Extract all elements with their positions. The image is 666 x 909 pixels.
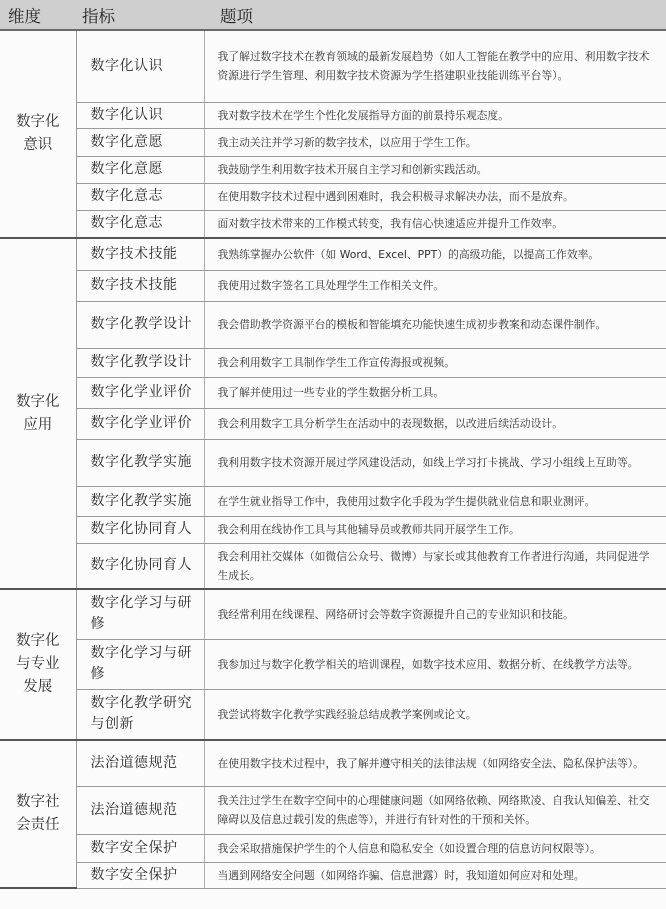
table-row [0, 862, 666, 888]
item-cell: 我利用数字技术资源开展过学风建设活动，如线上学习打卡挑战、学习小组线上互助等。 [204, 439, 666, 486]
indicator-cell: 数字化协同育人 [76, 516, 204, 543]
item-cell: 我尝试将数字化教学实践经验总结成教学案例或论文。 [204, 689, 666, 740]
table-row [0, 348, 666, 377]
indicator-cell: 法治道德规范 [76, 786, 204, 834]
table-row [0, 183, 666, 210]
item-cell: 面对数字技术带来的工作模式转变，我有信心快速适应并提升工作效率。 [204, 210, 666, 238]
item-cell: 我对数字技术在学生个性化发展指导方面的前景持乐观态度。 [204, 102, 666, 128]
table-row [0, 238, 666, 270]
table-row [0, 30, 666, 102]
table-row [0, 102, 666, 128]
table-row [0, 834, 666, 862]
item-cell: 我会采取措施保护学生的个人信息和隐私安全（如设置合理的信息访问权限等）。 [204, 834, 666, 862]
indicator-cell: 数字化认识 [76, 30, 204, 102]
item-cell: 我经常利用在线课程、网络研讨会等数字资源提升自己的专业知识和技能。 [204, 589, 666, 639]
table-row [0, 270, 666, 301]
header-dimension: 维度 [0, 0, 76, 30]
item-cell: 我会利用在线协作工具与其他辅导员或教师共同开展学生工作。 [204, 516, 666, 543]
indicator-cell: 数字化认识 [76, 102, 204, 128]
dimension-cell: 数字化应用 [0, 238, 76, 589]
indicator-cell: 数字化学习与研修 [76, 589, 204, 639]
dimension-cell: 数字化意识 [0, 30, 76, 238]
table-row [0, 210, 666, 238]
indicator-cell: 法治道德规范 [76, 740, 204, 786]
item-cell: 在学生就业指导工作中，我使用过数字化手段为学生提供就业信息和职业测评。 [204, 486, 666, 516]
table-row [0, 156, 666, 183]
dimension-cell: 数字化与专业发展 [0, 589, 76, 740]
item-cell: 我了解过数字技术在教育领域的最新发展趋势（如人工智能在教学中的应用、利用数字技术资源进行学生管理、利用数字技术资源为学生搭建职业技能训练平台等）。 [204, 30, 666, 102]
table-row [0, 543, 666, 589]
table-row [0, 486, 666, 516]
item-cell: 我主动关注并学习新的数字技术，以应用于学生工作。 [204, 128, 666, 156]
dimension-cell: 数字社会责任 [0, 740, 76, 888]
indicator-cell: 数字化教学实施 [76, 486, 204, 516]
item-cell: 我熟练掌握办公软件（如 Word、Excel、PPT）的高级功能，以提高工作效率。 [204, 238, 666, 270]
indicator-cell: 数字技术技能 [76, 270, 204, 301]
table-row [0, 377, 666, 408]
indicator-cell: 数字化学业评价 [76, 377, 204, 408]
indicator-cell: 数字化意愿 [76, 156, 204, 183]
indicator-cell: 数字化意志 [76, 210, 204, 238]
item-cell: 我鼓励学生利用数字技术开展自主学习和创新实践活动。 [204, 156, 666, 183]
table-row [0, 786, 666, 834]
item-cell: 当遇到网络安全问题（如网络诈骗、信息泄露）时，我知道如何应对和处理。 [204, 862, 666, 888]
item-cell: 我关注过学生在数字空间中的心理健康问题（如网络依赖、网络欺凌、自我认知偏差、社交障碍以及信息过载引发的焦虑等），并进行有针对性的干预和关怀。 [204, 786, 666, 834]
table-row [0, 408, 666, 439]
table-row [0, 439, 666, 486]
header-indicator: 指标 [76, 0, 204, 30]
indicator-cell: 数字安全保护 [76, 834, 204, 862]
indicator-cell: 数字化教学研究与创新 [76, 689, 204, 740]
indicator-cell: 数字安全保护 [76, 862, 204, 888]
table-row [0, 740, 666, 786]
indicator-cell: 数字化教学实施 [76, 439, 204, 486]
item-cell: 我使用过数字签名工具处理学生工作相关文件。 [204, 270, 666, 301]
indicator-cell: 数字化学习与研修 [76, 639, 204, 689]
table-row [0, 516, 666, 543]
table-row [0, 301, 666, 348]
item-cell: 我会利用社交媒体（如微信公众号、微博）与家长或其他教育工作者进行沟通，共同促进学生成长。 [204, 543, 666, 589]
table-row [0, 589, 666, 639]
indicator-cell: 数字化协同育人 [76, 543, 204, 589]
table-row [0, 128, 666, 156]
indicator-cell: 数字化学业评价 [76, 408, 204, 439]
indicator-cell: 数字化意志 [76, 183, 204, 210]
indicator-cell: 数字化教学设计 [76, 301, 204, 348]
item-cell: 在使用数字技术过程中遇到困难时，我会积极寻求解决办法，而不是放弃。 [204, 183, 666, 210]
item-cell: 在使用数字技术过程中，我了解并遵守相关的法律法规（如网络安全法、隐私保护法等）。 [204, 740, 666, 786]
header-row [0, 0, 666, 30]
item-cell: 我会利用数字工具分析学生在活动中的表现数据，以改进后续活动设计。 [204, 408, 666, 439]
indicator-cell: 数字化教学设计 [76, 348, 204, 377]
item-cell: 我了解并使用过一些专业的学生数据分析工具。 [204, 377, 666, 408]
table-row [0, 689, 666, 740]
item-cell: 我会借助教学资源平台的模板和智能填充功能快速生成初步教案和动态课件制作。 [204, 301, 666, 348]
indicator-cell: 数字化意愿 [76, 128, 204, 156]
item-cell: 我参加过与数字化教学相关的培训课程，如数字技术应用、数据分析、在线教学方法等。 [204, 639, 666, 689]
indicator-cell: 数字技术技能 [76, 238, 204, 270]
item-cell: 我会利用数字工具制作学生工作宣传海报或视频。 [204, 348, 666, 377]
header-item: 题项 [204, 0, 666, 30]
table-row [0, 639, 666, 689]
